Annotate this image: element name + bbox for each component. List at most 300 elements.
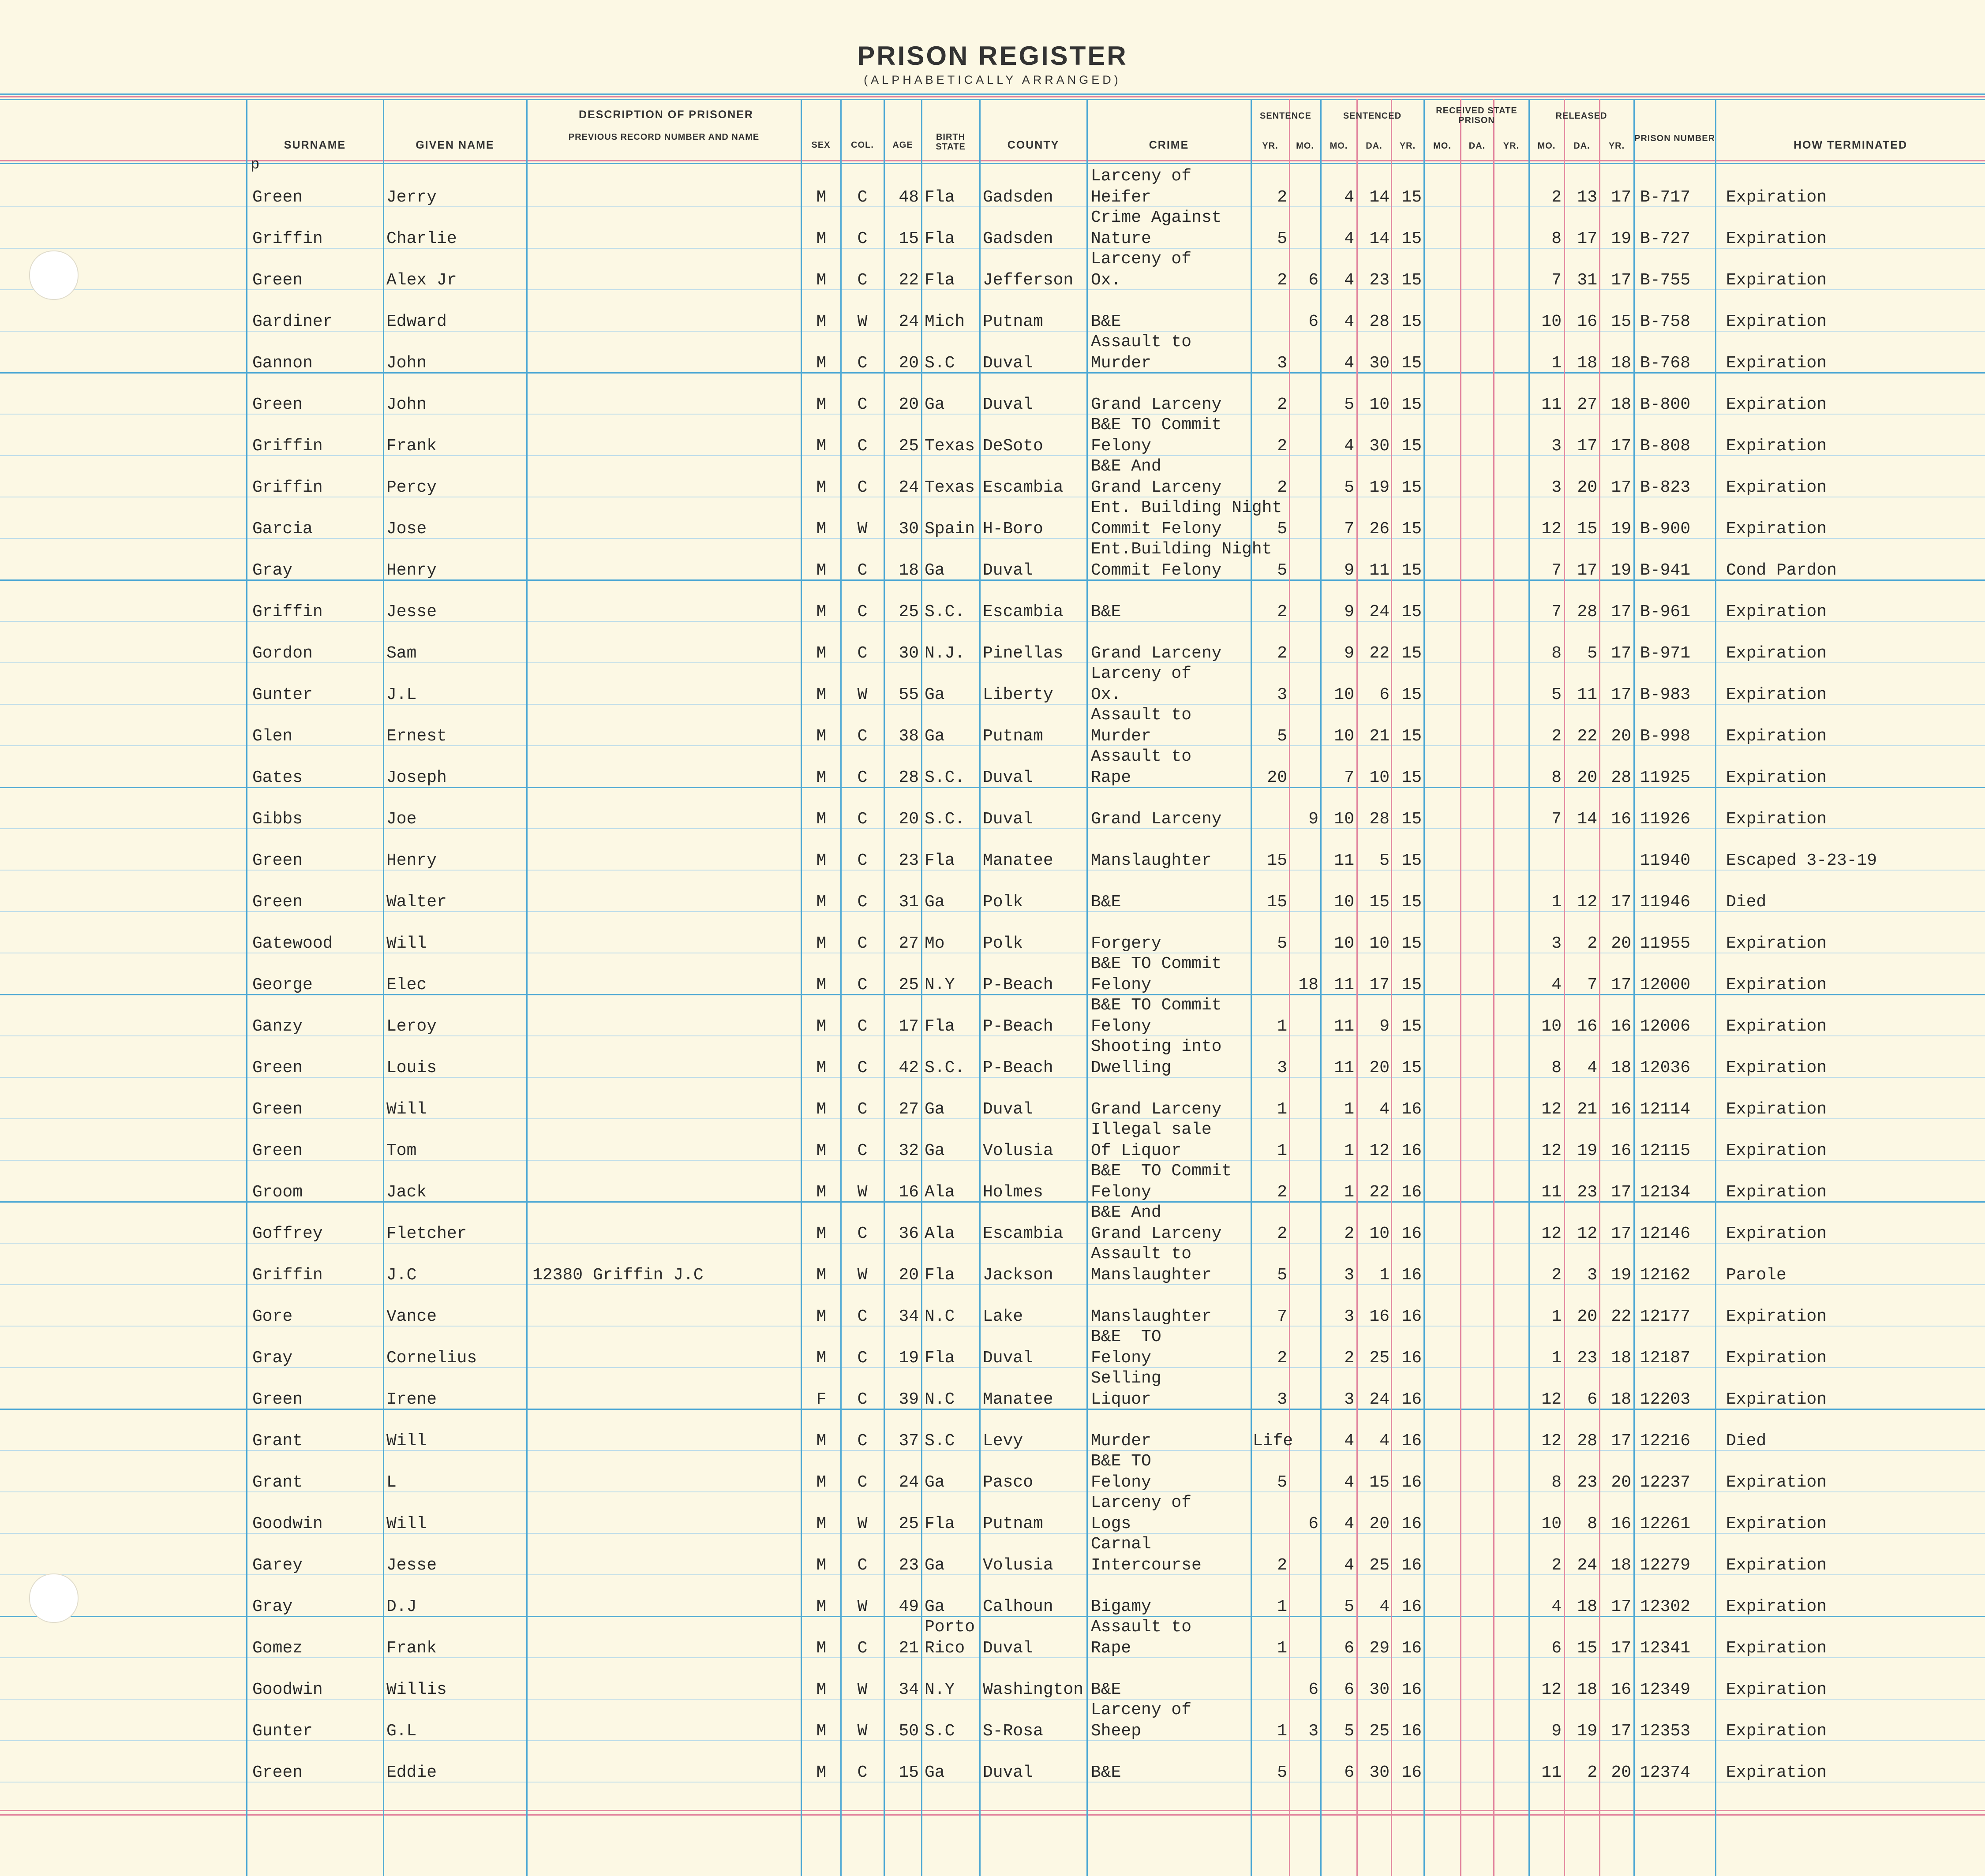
- row-prison-number: 12349: [1640, 1680, 1691, 1699]
- row-age: 17: [899, 1017, 919, 1036]
- row-color: C: [857, 1473, 868, 1492]
- row-released-da: 23: [1577, 1473, 1597, 1492]
- row-birth-state: S.C.: [925, 602, 965, 621]
- row-how-terminated: Expiration: [1726, 685, 1827, 704]
- row-released-yr: 16: [1611, 810, 1631, 829]
- row-color: C: [857, 1307, 868, 1326]
- row-surname: Gore: [252, 1307, 293, 1326]
- row-how-terminated: Expiration: [1726, 644, 1827, 663]
- row-crime: Grand Larceny: [1091, 810, 1222, 829]
- row-sentenced-yr: 15: [1401, 768, 1422, 787]
- row-sentence-yr: 5: [1277, 561, 1287, 580]
- row-released-mo: 12: [1541, 519, 1562, 538]
- row-sentenced-da: 4: [1379, 1100, 1390, 1119]
- row-how-terminated: Expiration: [1726, 1514, 1827, 1533]
- row-released-da: 18: [1577, 1680, 1597, 1699]
- row-sentenced-da: 9: [1379, 1017, 1390, 1036]
- row-sentenced-yr: 15: [1401, 271, 1422, 290]
- row-birth-state: N.J.: [925, 644, 965, 663]
- table-row: [0, 1078, 1985, 1119]
- row-released-mo: 8: [1551, 1473, 1562, 1492]
- row-sex: M: [816, 478, 827, 497]
- row-given-name: Willis: [386, 1680, 447, 1699]
- row-county: P-Beach: [983, 975, 1053, 994]
- row-surname: Green: [252, 1141, 303, 1160]
- row-released-mo: 1: [1551, 354, 1562, 373]
- row-crime: Illegal sale Of Liquor: [1091, 1120, 1212, 1160]
- row-sentenced-da: 4: [1379, 1597, 1390, 1616]
- row-sex: M: [816, 519, 827, 538]
- row-age: 48: [899, 188, 919, 207]
- row-sentenced-da: 25: [1369, 1349, 1390, 1368]
- row-sentenced-yr: 15: [1401, 810, 1422, 829]
- row-sentenced-mo: 4: [1344, 1473, 1354, 1492]
- row-released-da: 24: [1577, 1556, 1597, 1575]
- group-header-sentenced: SENTENCED: [1343, 111, 1402, 121]
- row-sentenced-yr: 16: [1401, 1680, 1422, 1699]
- row-sentenced-da: 5: [1379, 851, 1390, 870]
- row-how-terminated: Expiration: [1726, 975, 1827, 994]
- row-county: P-Beach: [983, 1058, 1053, 1077]
- row-sentence-yr: 2: [1277, 437, 1287, 456]
- row-sentenced-yr: 16: [1401, 1514, 1422, 1533]
- row-given-name: J.L: [386, 685, 417, 704]
- row-sex: M: [816, 1058, 827, 1077]
- row-sentenced-mo: 1: [1344, 1183, 1354, 1202]
- column-header-sentence-mo: MO.: [1296, 141, 1314, 151]
- table-row: [0, 415, 1985, 456]
- row-prison-number: 12341: [1640, 1639, 1691, 1658]
- row-released-yr: 15: [1611, 312, 1631, 331]
- table-row: [0, 1202, 1985, 1244]
- row-sentence-yr: 5: [1277, 727, 1287, 746]
- row-sentence-yr: 1: [1277, 1017, 1287, 1036]
- row-sentenced-yr: 15: [1401, 934, 1422, 953]
- row-county: Escambia: [983, 478, 1064, 497]
- row-sentenced-yr: 16: [1401, 1473, 1422, 1492]
- table-row: [0, 1244, 1985, 1285]
- row-given-name: Jesse: [386, 1556, 437, 1575]
- row-sentenced-da: 22: [1369, 644, 1390, 663]
- row-given-name: Cornelius: [386, 1349, 477, 1368]
- row-released-mo: 7: [1551, 602, 1562, 621]
- row-prison-number: 11955: [1640, 934, 1691, 953]
- row-birth-state: Porto Rico: [925, 1618, 975, 1658]
- row-sentenced-yr: 15: [1401, 851, 1422, 870]
- row-released-mo: 11: [1541, 1183, 1562, 1202]
- row-prison-number: 12146: [1640, 1224, 1691, 1243]
- row-sentenced-mo: 10: [1334, 810, 1354, 829]
- row-birth-state: Ala: [925, 1224, 955, 1243]
- table-row: [0, 663, 1985, 705]
- row-released-yr: 18: [1611, 1058, 1631, 1077]
- top-rule-pink: [0, 96, 1985, 97]
- row-given-name: Eddie: [386, 1763, 437, 1782]
- row-sentenced-yr: 16: [1401, 1100, 1422, 1119]
- row-crime: B&E And Grand Larceny: [1091, 1203, 1222, 1243]
- row-age: 23: [899, 1556, 919, 1575]
- table-row: [0, 1285, 1985, 1327]
- row-crime: Manslaughter: [1091, 1307, 1212, 1326]
- row-given-name: D.J: [386, 1597, 417, 1616]
- row-prison-number: 12187: [1640, 1349, 1691, 1368]
- row-county: Volusia: [983, 1141, 1053, 1160]
- row-sentence-yr: 2: [1277, 1349, 1287, 1368]
- row-color: C: [857, 354, 868, 373]
- row-surname: Green: [252, 1390, 303, 1409]
- row-color: C: [857, 1431, 868, 1450]
- row-surname: Gordon: [252, 644, 313, 663]
- row-surname: Green: [252, 1100, 303, 1119]
- row-released-mo: 12: [1541, 1224, 1562, 1243]
- row-county: Putnam: [983, 1514, 1043, 1533]
- row-age: 15: [899, 1763, 919, 1782]
- row-sentenced-yr: 15: [1401, 1058, 1422, 1077]
- row-county: P-Beach: [983, 1017, 1053, 1036]
- row-county: Levy: [983, 1431, 1023, 1450]
- row-sex: M: [816, 1141, 827, 1160]
- row-released-mo: 10: [1541, 1514, 1562, 1533]
- row-sentenced-yr: 15: [1401, 602, 1422, 621]
- row-sentenced-da: 1: [1379, 1266, 1390, 1285]
- row-sentence-yr: 2: [1277, 602, 1287, 621]
- table-row: [0, 1451, 1985, 1492]
- row-surname: Griffin: [252, 602, 323, 621]
- row-sex: M: [816, 1597, 827, 1616]
- row-birth-state: Ga: [925, 1473, 945, 1492]
- row-color: W: [857, 685, 868, 704]
- table-row: [0, 995, 1985, 1036]
- row-given-name: Alex Jr: [386, 271, 457, 290]
- row-how-terminated: Expiration: [1726, 188, 1827, 207]
- row-sentenced-yr: 16: [1401, 1141, 1422, 1160]
- bottom-rule-pink-2: [0, 1814, 1985, 1816]
- row-crime: Grand Larceny: [1091, 644, 1222, 663]
- row-sex: M: [816, 561, 827, 580]
- row-sentence-yr: 3: [1277, 1058, 1287, 1077]
- row-released-mo: 1: [1551, 1307, 1562, 1326]
- table-row: [0, 1119, 1985, 1161]
- row-prison-number: B-900: [1640, 519, 1691, 538]
- row-released-mo: 3: [1551, 934, 1562, 953]
- row-crime: Assault to Murder: [1091, 706, 1192, 746]
- row-age: 25: [899, 975, 919, 994]
- row-sentence-yr: 5: [1277, 934, 1287, 953]
- row-released-mo: 4: [1551, 975, 1562, 994]
- table-row: [0, 953, 1985, 995]
- row-released-mo: 10: [1541, 1017, 1562, 1036]
- row-crime: B&E: [1091, 312, 1121, 331]
- row-sentenced-da: 30: [1369, 437, 1390, 456]
- row-prison-number: B-808: [1640, 437, 1691, 456]
- row-sentenced-mo: 3: [1344, 1266, 1354, 1285]
- row-crime: B&E TO Commit Felony: [1091, 996, 1222, 1036]
- row-how-terminated: Expiration: [1726, 519, 1827, 538]
- row-released-da: 2: [1587, 934, 1597, 953]
- row-sentence-yr: 2: [1277, 1556, 1287, 1575]
- column-header-prison-number: PRISON NUMBER: [1634, 134, 1715, 143]
- row-sentenced-mo: 6: [1344, 1680, 1354, 1699]
- row-given-name: Jesse: [386, 602, 437, 621]
- row-county: DeSoto: [983, 437, 1043, 456]
- row-surname: Gibbs: [252, 810, 303, 829]
- row-released-yr: 18: [1611, 395, 1631, 414]
- row-color: C: [857, 561, 868, 580]
- row-released-yr: 17: [1611, 1722, 1631, 1741]
- row-how-terminated: Expiration: [1726, 1183, 1827, 1202]
- row-sentenced-mo: 1: [1344, 1141, 1354, 1160]
- row-sentence-yr: 5: [1277, 1763, 1287, 1782]
- row-color: C: [857, 1141, 868, 1160]
- row-how-terminated: Expiration: [1726, 1017, 1827, 1036]
- table-row: [0, 705, 1985, 746]
- row-released-yr: 17: [1611, 1431, 1631, 1450]
- row-crime: Larceny of Logs: [1091, 1493, 1192, 1533]
- row-age: 20: [899, 395, 919, 414]
- row-county: Pasco: [983, 1473, 1034, 1492]
- row-sentenced-yr: 16: [1401, 1183, 1422, 1202]
- row-given-name: Joe: [386, 810, 417, 829]
- row-prison-number: 12302: [1640, 1597, 1691, 1616]
- row-given-name: Fletcher: [386, 1224, 467, 1243]
- row-how-terminated: Expiration: [1726, 810, 1827, 829]
- row-released-yr: 17: [1611, 437, 1631, 456]
- table-row: [0, 1036, 1985, 1078]
- row-released-mo: 10: [1541, 312, 1562, 331]
- row-color: W: [857, 312, 868, 331]
- row-sentenced-mo: 4: [1344, 1431, 1354, 1450]
- row-sentenced-mo: 4: [1344, 1556, 1354, 1575]
- row-released-mo: 8: [1551, 644, 1562, 663]
- row-released-yr: 18: [1611, 354, 1631, 373]
- row-sentenced-da: 28: [1369, 312, 1390, 331]
- row-sentenced-mo: 9: [1344, 602, 1354, 621]
- row-sex: M: [816, 1349, 827, 1368]
- row-released-mo: 11: [1541, 1763, 1562, 1782]
- row-released-da: 23: [1577, 1349, 1597, 1368]
- row-color: W: [857, 1597, 868, 1616]
- row-prison-number: B-755: [1640, 271, 1691, 290]
- row-crime: B&E TO Commit Felony: [1091, 1162, 1232, 1202]
- column-header-given-name: GIVEN NAME: [416, 139, 494, 151]
- row-given-name: John: [386, 395, 427, 414]
- row-county: Pinellas: [983, 644, 1064, 663]
- row-given-name: John: [386, 354, 427, 373]
- row-birth-state: Ga: [925, 893, 945, 912]
- row-birth-state: Texas: [925, 478, 975, 497]
- row-age: 21: [899, 1639, 919, 1658]
- row-sentenced-mo: 10: [1334, 685, 1354, 704]
- row-surname: Green: [252, 1058, 303, 1077]
- row-sentenced-da: 4: [1379, 1431, 1390, 1450]
- row-released-yr: 17: [1611, 1183, 1631, 1202]
- row-birth-state: S.C: [925, 354, 955, 373]
- row-sentence-mo: 6: [1308, 312, 1318, 331]
- row-county: Gadsden: [983, 188, 1053, 207]
- row-sentenced-yr: 16: [1401, 1390, 1422, 1409]
- row-surname: Gray: [252, 561, 293, 580]
- row-released-yr: 16: [1611, 1680, 1631, 1699]
- row-sentenced-yr: 15: [1401, 727, 1422, 746]
- row-sentenced-mo: 2: [1344, 1224, 1354, 1243]
- row-released-da: 23: [1577, 1183, 1597, 1202]
- row-released-mo: 3: [1551, 437, 1562, 456]
- row-age: 20: [899, 810, 919, 829]
- row-released-yr: 17: [1611, 1597, 1631, 1616]
- row-birth-state: N.Y: [925, 975, 955, 994]
- row-sex: M: [816, 1763, 827, 1782]
- row-birth-state: Fla: [925, 1266, 955, 1285]
- row-surname: Goodwin: [252, 1514, 323, 1533]
- row-given-name: G.L: [386, 1722, 417, 1741]
- row-sex: M: [816, 1680, 827, 1699]
- row-sentenced-da: 17: [1369, 975, 1390, 994]
- row-color: C: [857, 727, 868, 746]
- row-surname: Garey: [252, 1556, 303, 1575]
- row-released-mo: 1: [1551, 893, 1562, 912]
- row-surname: Grant: [252, 1431, 303, 1450]
- column-header-col: COL.: [851, 140, 874, 150]
- row-how-terminated: Escaped 3-23-19: [1726, 851, 1877, 870]
- row-age: 20: [899, 1266, 919, 1285]
- row-crime: B&E: [1091, 893, 1121, 912]
- row-sentenced-mo: 11: [1334, 1017, 1354, 1036]
- row-prison-number: B-800: [1640, 395, 1691, 414]
- row-prison-number: B-768: [1640, 354, 1691, 373]
- row-released-da: 7: [1587, 975, 1597, 994]
- row-released-da: 12: [1577, 893, 1597, 912]
- row-crime: Assault to Rape: [1091, 747, 1192, 787]
- row-released-da: 28: [1577, 1431, 1597, 1450]
- row-sex: M: [816, 1514, 827, 1533]
- row-sentence-yr: 3: [1277, 1390, 1287, 1409]
- row-crime: Crime Against Nature: [1091, 208, 1222, 248]
- row-released-mo: 4: [1551, 1597, 1562, 1616]
- row-sentenced-da: 15: [1369, 1473, 1390, 1492]
- row-county: Lake: [983, 1307, 1023, 1326]
- row-prison-number: B-941: [1640, 561, 1691, 580]
- row-released-da: 2: [1587, 1763, 1597, 1782]
- row-birth-state: Fla: [925, 1349, 955, 1368]
- row-county: Liberty: [983, 685, 1053, 704]
- row-age: 31: [899, 893, 919, 912]
- column-header-sentence-yr: YR.: [1262, 141, 1278, 151]
- table-row: [0, 373, 1985, 415]
- row-sex: M: [816, 1266, 827, 1285]
- row-surname: Green: [252, 851, 303, 870]
- row-surname: Gannon: [252, 354, 313, 373]
- row-color: C: [857, 1224, 868, 1243]
- row-released-da: 21: [1577, 1100, 1597, 1119]
- row-age: 24: [899, 1473, 919, 1492]
- row-sex: M: [816, 893, 827, 912]
- row-sex: M: [816, 1017, 827, 1036]
- row-how-terminated: Expiration: [1726, 478, 1827, 497]
- row-sentenced-mo: 5: [1344, 478, 1354, 497]
- row-sentence-mo: 6: [1308, 1514, 1318, 1533]
- row-sentence-yr: Life: [1253, 1431, 1293, 1450]
- table-row: [0, 1492, 1985, 1534]
- row-released-mo: 11: [1541, 395, 1562, 414]
- page-title: PRISON REGISTER: [857, 41, 1128, 71]
- row-sentenced-da: 30: [1369, 354, 1390, 373]
- row-released-yr: 18: [1611, 1390, 1631, 1409]
- row-color: C: [857, 602, 868, 621]
- row-prison-number: B-823: [1640, 478, 1691, 497]
- row-sentence-yr: 5: [1277, 229, 1287, 248]
- row-county: Duval: [983, 561, 1034, 580]
- row-crime: Grand Larceny: [1091, 1100, 1222, 1119]
- row-birth-state: Fla: [925, 1514, 955, 1533]
- row-surname: Griffin: [252, 1266, 323, 1285]
- row-birth-state: Spain: [925, 519, 975, 538]
- row-released-mo: 12: [1541, 1390, 1562, 1409]
- row-sentenced-yr: 15: [1401, 478, 1422, 497]
- row-sentenced-yr: 16: [1401, 1431, 1422, 1450]
- row-age: 37: [899, 1431, 919, 1450]
- row-age: 22: [899, 271, 919, 290]
- row-released-yr: 17: [1611, 271, 1631, 290]
- row-how-terminated: Expiration: [1726, 934, 1827, 953]
- row-surname: Glen: [252, 727, 293, 746]
- row-sentenced-yr: 15: [1401, 519, 1422, 538]
- row-released-yr: 20: [1611, 1473, 1631, 1492]
- row-given-name: Irene: [386, 1390, 437, 1409]
- row-birth-state: Ga: [925, 685, 945, 704]
- row-released-yr: 22: [1611, 1307, 1631, 1326]
- row-sentenced-yr: 16: [1401, 1266, 1422, 1285]
- row-sentenced-mo: 5: [1344, 1597, 1354, 1616]
- row-sentenced-mo: 7: [1344, 768, 1354, 787]
- row-sex: M: [816, 1473, 827, 1492]
- row-released-da: 14: [1577, 810, 1597, 829]
- row-age: 39: [899, 1390, 919, 1409]
- row-released-yr: 17: [1611, 602, 1631, 621]
- row-surname: Green: [252, 188, 303, 207]
- row-birth-state: Ga: [925, 1141, 945, 1160]
- row-surname: Green: [252, 395, 303, 414]
- column-header-county: COUNTY: [1007, 139, 1060, 151]
- table-row: [0, 290, 1985, 332]
- row-sex: M: [816, 851, 827, 870]
- page-subtitle: (ALPHABETICALLY ARRANGED): [864, 73, 1121, 86]
- row-sentenced-da: 24: [1369, 1390, 1390, 1409]
- row-how-terminated: Expiration: [1726, 1100, 1827, 1119]
- row-how-terminated: Expiration: [1726, 1141, 1827, 1160]
- row-surname: Grant: [252, 1473, 303, 1492]
- row-crime: Larceny of Sheep: [1091, 1700, 1192, 1741]
- row-prison-number: 12203: [1640, 1390, 1691, 1409]
- row-surname: Gatewood: [252, 934, 333, 953]
- row-sentenced-da: 25: [1369, 1722, 1390, 1741]
- row-color: C: [857, 188, 868, 207]
- row-county: Escambia: [983, 1224, 1064, 1243]
- row-released-mo: 12: [1541, 1100, 1562, 1119]
- row-sentenced-da: 21: [1369, 727, 1390, 746]
- row-prison-number: 11940: [1640, 851, 1691, 870]
- row-released-mo: 8: [1551, 1058, 1562, 1077]
- table-row: [0, 871, 1985, 912]
- row-county: Duval: [983, 1639, 1034, 1658]
- row-released-mo: 2: [1551, 1266, 1562, 1285]
- row-sentenced-yr: 16: [1401, 1763, 1422, 1782]
- row-sentenced-da: 10: [1369, 395, 1390, 414]
- row-surname: Groom: [252, 1183, 303, 1202]
- row-given-name: Jerry: [386, 188, 437, 207]
- row-released-yr: 19: [1611, 229, 1631, 248]
- row-sex: M: [816, 1431, 827, 1450]
- row-surname: Gunter: [252, 1722, 313, 1741]
